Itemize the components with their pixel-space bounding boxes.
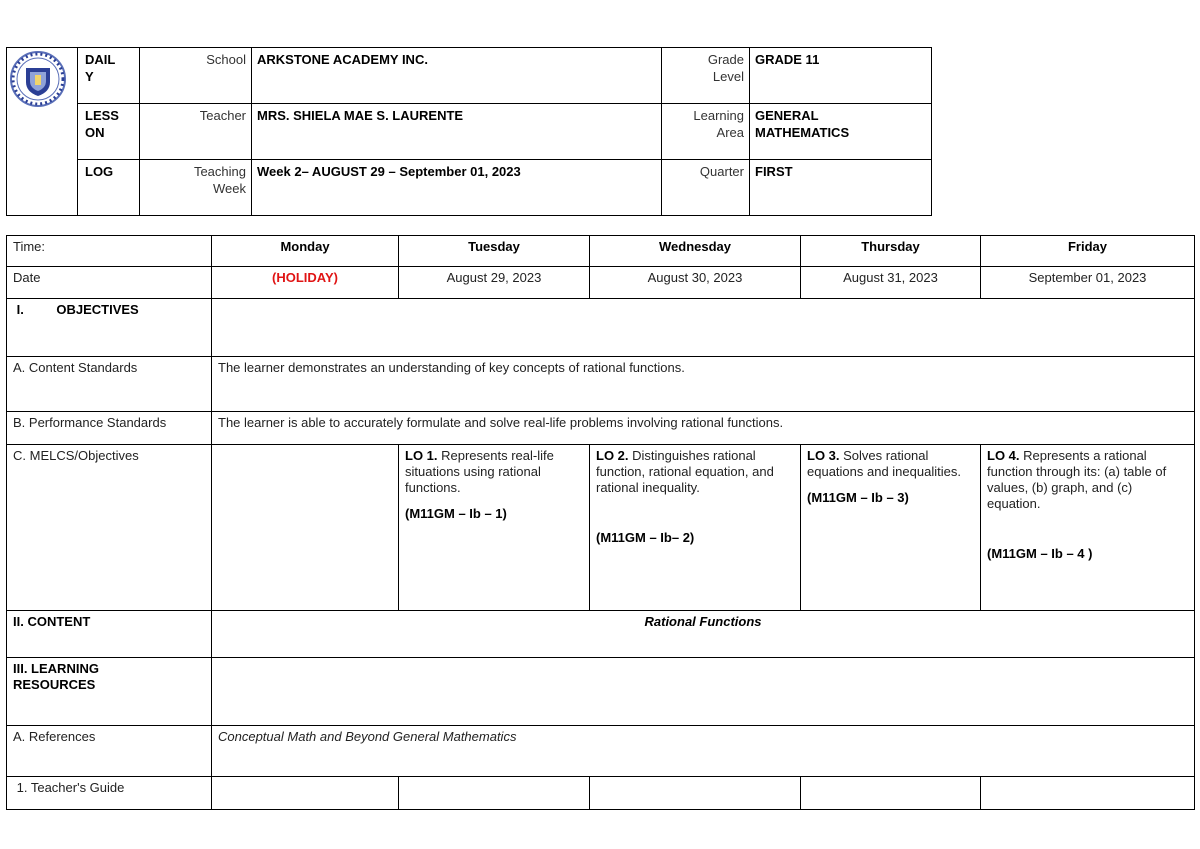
- objectives-cell: [212, 299, 1195, 357]
- school-label: School: [140, 48, 252, 104]
- day-thursday: Thursday: [801, 236, 981, 267]
- header-table: [6, 47, 932, 216]
- lo-3-cell: LO 3. Solves rational equations and inequalities. (M11GM – Ib – 3): [801, 445, 981, 611]
- day-friday: Friday: [981, 236, 1195, 267]
- table-row: [7, 236, 1195, 267]
- date-thursday: August 31, 2023: [801, 267, 981, 299]
- day-tuesday: Tuesday: [399, 236, 590, 267]
- teachers-guide-monday: [212, 777, 399, 810]
- school-value: ARKSTONE ACADEMY INC.: [252, 48, 662, 104]
- table-row: [7, 777, 1195, 810]
- content-text: Rational Functions: [212, 611, 1195, 658]
- day-wednesday: Wednesday: [590, 236, 801, 267]
- teachers-guide-label: 1. Teacher's Guide: [7, 777, 212, 810]
- table-row: [7, 611, 1195, 658]
- references-label: A. References: [7, 726, 212, 777]
- teachers-guide-tuesday: [399, 777, 590, 810]
- teachers-guide-wednesday: [590, 777, 801, 810]
- learning-area-value: GENERAL MATHEMATICS: [750, 104, 932, 160]
- melcs-monday: [212, 445, 399, 611]
- date-wednesday: August 30, 2023: [590, 267, 801, 299]
- time-label: Time:: [7, 236, 212, 267]
- quarter-label: Quarter: [662, 160, 750, 216]
- content-standards-label: A. Content Standards: [7, 357, 212, 412]
- lo-4-cell: LO 4. Represents a rational function through its: (a) table of values, (b) graph, and (c) equation. (M11GM – Ib – 4 ): [981, 445, 1195, 611]
- date-monday: (HOLIDAY): [212, 267, 399, 299]
- date-label: Date: [7, 267, 212, 299]
- teachers-guide-friday: [981, 777, 1195, 810]
- table-row: [7, 299, 1195, 357]
- date-tuesday: August 29, 2023: [399, 267, 590, 299]
- date-friday: September 01, 2023: [981, 267, 1195, 299]
- performance-standards-text: The learner is able to accurately formulate and solve real-life problems involving rational functions.: [212, 412, 1195, 445]
- melcs-label: C. MELCS/Objectives: [7, 445, 212, 611]
- teaching-week-value: Week 2– AUGUST 29 – September 01, 2023: [252, 160, 662, 216]
- table-row: [7, 658, 1195, 726]
- performance-standards-label: B. Performance Standards: [7, 412, 212, 445]
- objectives-heading: I. OBJECTIVES: [7, 299, 212, 357]
- teacher-label: Teacher: [140, 104, 252, 160]
- teachers-guide-thursday: [801, 777, 981, 810]
- lo-1-cell: LO 1. Represents real-life situations using rational functions. (M11GM – Ib – 1): [399, 445, 590, 611]
- references-text: Conceptual Math and Beyond General Mathematics: [212, 726, 1195, 777]
- table-row: [7, 357, 1195, 412]
- content-standards-text: The learner demonstrates an understanding of key concepts of rational functions.: [212, 357, 1195, 412]
- lesson-log-table: [6, 235, 1195, 810]
- learning-resources-heading: III. LEARNING RESOURCES: [7, 658, 212, 726]
- teacher-value: MRS. SHIELA MAE S. LAURENTE: [252, 104, 662, 160]
- table-row: [7, 726, 1195, 777]
- day-monday: Monday: [212, 236, 399, 267]
- table-row: [7, 267, 1195, 299]
- table-row: [7, 445, 1195, 611]
- learning-area-label: Learning Area: [662, 104, 750, 160]
- grade-level-value: GRADE 11: [750, 48, 932, 104]
- content-heading: II. CONTENT: [7, 611, 212, 658]
- learning-resources-cell: [212, 658, 1195, 726]
- grade-level-label: Grade Level: [662, 48, 750, 104]
- logo-cell: [7, 48, 78, 216]
- title-part: LOG: [78, 160, 140, 216]
- table-row: [7, 412, 1195, 445]
- teaching-week-label: Teaching Week: [140, 160, 252, 216]
- title-part: LESS ON: [78, 104, 140, 160]
- lo-2-cell: LO 2. Distinguishes rational function, rational equation, and rational inequality. (M11GM – Ib– 2): [590, 445, 801, 611]
- title-part: DAIL Y: [78, 48, 140, 104]
- quarter-value: FIRST: [750, 160, 932, 216]
